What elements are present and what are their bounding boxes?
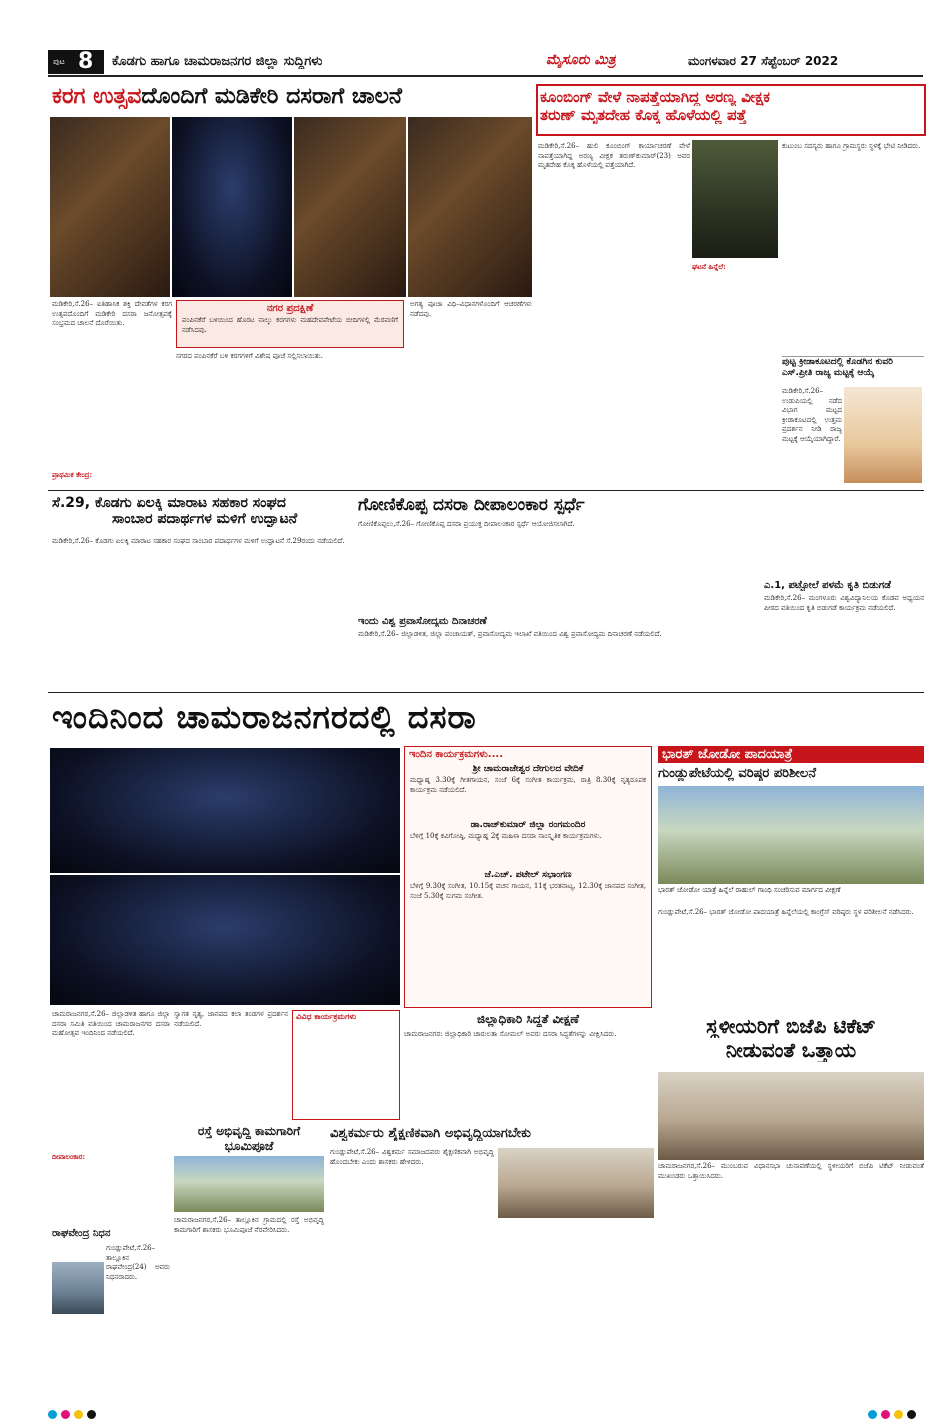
cyan-mark [48, 1410, 57, 1419]
issue-date: ಮಂಗಳವಾರ 27 ಸೆಪ್ಟೆಂಬರ್ 2022 [688, 54, 839, 68]
karaga-body-left: ಮಡಿಕೇರಿ,ಸೆ.26– ಐತಿಹಾಸಿಕ ಶಕ್ತಿ ದೇವತೆಗಳ ಕರಗ ಉತ್ಸವದೊಂದಿಗೆ ಮಡಿಕೇರಿ ದಸರಾ ಜನೋತ್ಸವಕ್ಕೆ ಸಂಭ್ರಮದ ಚಾಲನೆ ದೊರೆಯಿತು. [52, 300, 172, 328]
patil-body: ಮಡಿಕೇರಿ,ಸೆ.26– ಮಂಗಳೂರು ವಿಶ್ವವಿದ್ಯಾನಿಲಯ ಕೊಡವ ಅಧ್ಯಯನ ಪೀಠದ ವತಿಯಿಂದ ಕೃತಿ ಬಿಡುಗಡೆ ಕಾರ್ಯಕ್ರಮ ನಡೆಯಲಿದೆ. [764, 594, 924, 612]
programs-box [404, 746, 652, 1008]
karaga-photo-4 [408, 117, 532, 297]
dc-headline: ಜಿಲ್ಲಾಧಿಕಾರಿ ಸಿದ್ಧತೆ ವೀಕ್ಷಣೆ [477, 1012, 579, 1026]
dc-body: ಚಾಮರಾಜನಗರ: ಜಿಲ್ಲಾಧಿಕಾರಿ ಚಾರುಲತಾ ಸೋಮಲ್ ಅವರು ದಸರಾ ಸಿದ್ಧತೆಗಳನ್ನು ವೀಕ್ಷಿಸಿದರು. [404, 1030, 617, 1038]
patil-headline: ಎ.1, ಪಟ್ಟೋಲೆ ಪಳಮೆ ಕೃತಿ ಬಿಡುಗಡೆ [764, 580, 891, 591]
masthead [48, 50, 923, 74]
yellow-mark [74, 1410, 83, 1419]
road-headline-line2: ಭೂಮಿಪೂಜೆ [224, 1139, 274, 1153]
cyan-mark [868, 1410, 877, 1419]
obituary-photo [52, 1262, 104, 1314]
road-body: ಚಾಮರಾಜನಗರ,ಸೆ.26– ತಾಲ್ಲೂಕಿನ ಗ್ರಾಮದಲ್ಲಿ ರಸ್ತೆ ಅಭಿವೃದ್ಧಿ ಕಾಮಗಾರಿಗೆ ಶಾಸಕರು ಭೂಮಿಪೂಜೆ ನೆರವೇರಿಸಿದರು. [174, 1216, 324, 1234]
dasara-lights-photo-1 [50, 748, 400, 873]
coop-headline-line1: ಸೆ.29, ಕೊಡಗು ಏಲಕ್ಕಿ ಮಾರಾಟ ಸಹಕಾರ ಸಂಘದ [52, 495, 286, 511]
bharat-photo [658, 786, 924, 884]
magenta-mark [881, 1410, 890, 1419]
bjp-headline-line2: ನೀಡುವಂತೆ ಒತ್ತಾಯ [725, 1038, 857, 1062]
row-rule-2 [48, 692, 924, 693]
coop-body: ಮಡಿಕೇರಿ,ಸೆ.26– ಕೊಡಗು ಏಲಕ್ಕಿ ಮಾರಾಟ ಸಹಕಾರ ಸಂಘದ ಸಾಂಬಾರ ಪದಾರ್ಥಗಳ ಮಳಿಗೆ ಉದ್ಘಾಟನೆ ಸೆ.29ರಂದು ನಡೆಯಲಿದೆ. [52, 537, 345, 545]
bharat-caption: ಭಾರತ್ ಜೋಡೋ ಯಾತ್ರೆ ಹಿನ್ನೆಲೆ ರಾಹುಲ್ ಗಾಂಧಿ ಸಂಚರಿಸುವ ಮಾರ್ಗದ ವೀಕ್ಷಣೆ [658, 886, 924, 906]
karaga-box-title: ನಗರ ಪ್ರದಕ್ಷಿಣೆ [266, 303, 314, 314]
registration-marks-bottom-left [48, 1404, 100, 1423]
obituary-body: ಗುಂಡ್ಲುಪೇಟೆ,ಸೆ.26– ತಾಲ್ಲೂಕಿನ ರಾಘವೇಂದ್ರ(24) ಅವರು ನಿಧನರಾದರು. [106, 1244, 170, 1281]
section-title: ಕೊಡಗು ಹಾಗೂ ಚಾಮರಾಜನಗರ ಜಿಲ್ಲಾ ಸುದ್ದಿಗಳು [112, 54, 323, 69]
karaga-headline-black: ದೊಂದಿಗೆ ಮಡಿಕೇರಿ ದಸರಾಗೆ ಚಾಲನೆ [141, 84, 402, 109]
forest-body-left: ಮಡಿಕೇರಿ,ಸೆ.26– ಹುಲಿ ಕೂಂಬಿಂಗ್ ಕಾರ್ಯಾಚರಣೆ ವೇಳೆ ನಾಪತ್ತೆಯಾಗಿದ್ದ ಅರಣ್ಯ ವೀಕ್ಷಕ ತರುಣ್‌ಕುಮಾರ್(23) ಅವರ ಮೃತದೇಹ ಕೊಕ್ಕ ಹೊಳೆಯಲ್ಲಿ ಪತ್ತೆಯಾಗಿದೆ. [538, 142, 690, 170]
page-number-badge [48, 50, 104, 74]
black-mark [907, 1410, 916, 1419]
programs-venue2-text: ಬೆಳಿಗ್ಗೆ 10ಕ್ಕೆ ಕವಿಗೋಷ್ಠಿ, ಮಧ್ಯಾಹ್ನ 2ಕ್ಕೆ ಮಹಿಳಾ ದಸರಾ ಸಾಂಸ್ಕೃತಿಕ ಕಾರ್ಯಕ್ರಮಗಳು. [410, 832, 602, 840]
row-rule-1 [48, 490, 924, 491]
forest-headline-line2: ತರುಣ್ ಮೃತದೇಹ ಕೊಕ್ಕ ಹೊಳೆಯಲ್ಲಿ ಪತ್ತೆ [540, 106, 747, 124]
karaga-credit: ಪ್ರಾಥಮಿಕ ಕೇಂದ್ರ: [52, 470, 93, 479]
chamarajanagar-credit: ದೀಪಾಲಂಕಾರ: [52, 1152, 86, 1161]
sports-headline: ಪುಟ್ಟ ಕ್ರೀಡಾಕೂಟದಲ್ಲಿ ಕೊಡಗಿನ ಕುವರಿ ಎಸ್.ಪ್ರೀತಿ ರಾಜ್ಯ ಮಟ್ಟಕ್ಕೆ ಆಯ್ಕೆ [782, 357, 893, 378]
magenta-mark [61, 1410, 70, 1419]
karaga-headline-red: ಕರಗ ಉತ್ಸವ [52, 84, 142, 109]
road-headline [174, 1124, 324, 1154]
programs-venue3: ಜೆ.ಎಚ್. ಪಟೇಲ್ ಸಭಾಂಗಣ [484, 870, 572, 880]
karaga-headline [52, 84, 532, 109]
sports-body: ಮಡಿಕೇರಿ,ಸೆ.26– ಉಡುಪಿಯಲ್ಲಿ ನಡೆದ ವಿಭಾಗ ಮಟ್ಟದ ಕ್ರೀಡಾಕೂಟದಲ್ಲಿ ಉತ್ತಮ ಪ್ರದರ್ಶನ ನೀಡಿ ರಾಜ್ಯ ಮಟ್ಟಕ್ಕೆ ಆಯ್ಕೆಯಾಗಿದ್ದಾರೆ. [782, 387, 842, 443]
deepalankara-body: ಗೋಣಿಕೊಪ್ಪಲು,ಸೆ.26– ಗೋಣಿಕೊಪ್ಪ ದಸರಾ ಪ್ರಯುಕ್ತ ದೀಪಾಲಂಕಾರ ಸ್ಪರ್ಧೆ ಆಯೋಜಿಸಲಾಗಿದೆ. [358, 520, 575, 528]
programs-venue1: ಶ್ರೀ ಚಾಮರಾಜೇಶ್ವರ ದೇಗುಲದ ವೇದಿಕೆ [472, 764, 584, 774]
vishwakarma-photo [498, 1148, 654, 1218]
programs-header: ಇಂದಿನ ಕಾರ್ಯಕ್ರಮಗಳು.... [409, 749, 503, 760]
dasara-lights-photo-2 [50, 875, 400, 1005]
programs-venue2: ಡಾ.ರಾಜ್‌ಕುಮಾರ್ ಜಿಲ್ಲಾ ರಂಗಮಂದಿರ [470, 820, 586, 830]
forest-victim-photo [692, 140, 778, 258]
sports-box [782, 356, 924, 486]
bjp-headline [658, 1014, 924, 1062]
karaga-body-mid: ನಗರದ ಪಂಪಿನಕೆರೆ ಬಳಿ ಕರಗಗಳಿಗೆ ವಿಶೇಷ ಪೂಜೆ ಸಲ್ಲಿಸಲಾಯಿತು. [176, 352, 323, 360]
road-headline-line1: ರಸ್ತೆ ಅಭಿವೃದ್ಧಿ ಕಾಮಗಾರಿಗೆ [197, 1124, 301, 1138]
karaga-box-text: ಪಂಪಿನಕೆರೆ ಬಳಿಯಿಂದ ಹೊರಟ ನಾಲ್ಕು ಕರಗಗಳು ಮಹದೇವಪೇಟೆಯ ಬೀದಿಗಳಲ್ಲಿ ಮೆರವಣಿಗೆ ನಡೆಸಿದವು. [182, 316, 398, 334]
tourism-body: ಮಡಿಕೇರಿ,ಸೆ.26– ಜಿಲ್ಲಾಡಳಿತ, ಜಿಲ್ಲಾ ಪಂಚಾಯತ್, ಪ್ರವಾಸೋದ್ಯಮ ಇಲಾಖೆ ವತಿಯಿಂದ ವಿಶ್ವ ಪ್ರವಾಸೋದ್ಯಮ ದಿನಾಚರಣೆ ನಡೆಯಲಿದೆ. [358, 630, 662, 638]
coop-headline [52, 495, 352, 527]
karaga-photo-1 [50, 117, 170, 297]
bharat-headline-bottom: ಗುಂಡ್ಲುಪೇಟೆಯಲ್ಲಿ ವರಿಷ್ಠರ ಪರಿಶೀಲನೆ [658, 766, 817, 781]
forest-headline-box [536, 84, 926, 136]
sports-girl-photo [844, 387, 922, 483]
programs-venue3-text: ಬೆಳಿಗ್ಗೆ 9.30ಕ್ಕೆ ಸಂಗೀತ, 10.15ಕ್ಕೆ ವಚನ ಗಾಯನ, 11ಕ್ಕೆ ಭರತನಾಟ್ಯ, 12.30ಕ್ಕೆ ಜಾನಪದ ಸಂಗೀತ, ಸಂಜೆ 5.30ಕ್ಕೆ ಸುಗಮ ಸಂಗೀತ. [410, 882, 646, 900]
tourism-headline: ಇಂದು ವಿಶ್ವ ಪ್ರವಾಸೋದ್ಯಮ ದಿನಾಚರಣೆ [358, 616, 487, 627]
small-programs-title: ವಿವಿಧ ಕಾರ್ಯಕ್ರಮಗಳು [296, 1012, 357, 1021]
coop-headline-line2: ಸಾಂಬಾರ ಪದಾರ್ಥಗಳ ಮಳಿಗೆ ಉದ್ಘಾಟನೆ [112, 511, 298, 527]
forest-headline-line1: ಕೂಂಬಿಂಗ್ ವೇಳೆ ನಾಪತ್ತೆಯಾಗಿದ್ದ ಅರಣ್ಯ ವೀಕ್ಷಕ [540, 88, 770, 106]
masthead-rule [48, 75, 923, 77]
black-mark [87, 1410, 96, 1419]
bharat-headline-top: ಭಾರತ್ ಜೋಡೋ ಪಾದಯಾತ್ರೆ [658, 746, 924, 763]
bharat-body: ಗುಂಡ್ಲುಪೇಟೆ,ಸೆ.26– ಭಾರತ್ ಜೋಡೋ ಪಾದಯಾತ್ರೆ ಹಿನ್ನೆಲೆಯಲ್ಲಿ ಕಾಂಗ್ರೆಸ್ ವರಿಷ್ಠರು ಸ್ಥಳ ಪರಿಶೀಲನೆ ನಡೆಸಿದರು. [658, 908, 914, 916]
chamarajanagar-headline: ಇಂದಿನಿಂದ ಚಾಮರಾಜನಗರದಲ್ಲಿ ದಸರಾ [52, 698, 477, 736]
registration-marks-bottom-right [868, 1404, 920, 1423]
page-number: 8 [78, 49, 94, 74]
programs-venue1-text: ಮಧ್ಯಾಹ್ನ 3.30ಕ್ಕೆ ಗೀತಗಾಯನ, ಸಂಜೆ 6ಕ್ಕೆ ಸಂಗೀತ ಕಾರ್ಯಕ್ರಮ, ರಾತ್ರಿ 8.30ಕ್ಕೆ ನೃತ್ಯರೂಪಕ ಕಾರ್ಯಕ್ರಮ ನಡೆಯಲಿದೆ. [410, 776, 646, 794]
bjp-body: ಚಾಮರಾಜನಗರ,ಸೆ.26– ಮುಂಬರುವ ವಿಧಾನಸಭಾ ಚುನಾವಣೆಯಲ್ಲಿ ಸ್ಥಳೀಯರಿಗೆ ಬಿಜೆಪಿ ಟಿಕೆಟ್ ನೀಡುವಂತೆ ಮುಖಂಡರು ಒತ್ತಾಯಿಸಿದರು. [658, 1162, 924, 1180]
forest-body-right: ಕುಟುಂಬ ಸದಸ್ಯರು ಹಾಗೂ ಗ್ರಾಮಸ್ಥರು ಸ್ಥಳಕ್ಕೆ ಭೇಟಿ ನೀಡಿದರು. [782, 142, 921, 150]
vishwakarma-headline: ವಿಶ್ವಕರ್ಮರು ಶೈಕ್ಷಣಿಕವಾಗಿ ಅಭಿವೃದ್ಧಿಯಾಗಬೇಕು [330, 1126, 531, 1141]
obituary-headline: ರಾಘವೇಂದ್ರ ನಿಧನ [52, 1228, 111, 1239]
chamarajanagar-body-left: ಚಾಮರಾಜನಗರ,ಸೆ.26– ಜಿಲ್ಲಾಡಳಿತ ಹಾಗೂ ಜಿಲ್ಲಾ ದಸರಾ ಸಮಿತಿ ವತಿಯಿಂದ ಚಾಮರಾಜನಗರ ದಸರಾ ಮಹೋತ್ಸವ ಇಂದಿನಿಂದ ನಡೆಯಲಿದೆ. [52, 1010, 170, 1038]
forest-subhead: ಘಟನೆ ಹಿನ್ನೆಲೆ: [692, 262, 726, 271]
road-photo [174, 1156, 324, 1212]
karaga-photo-2 [172, 117, 292, 297]
small-programs-box [292, 1010, 400, 1120]
paper-name: ಮೈಸೂರು ಮಿತ್ರ [546, 52, 616, 68]
chamarajanagar-body-mid: ಸ್ವಾಗತ ನೃತ್ಯ, ಜಾನಪದ ಕಲಾ ತಂಡಗಳ ಪ್ರದರ್ಶನ ನಡೆಯಲಿದೆ. [174, 1010, 288, 1028]
yellow-mark [894, 1410, 903, 1419]
karaga-box [176, 300, 404, 348]
bjp-photo [658, 1072, 924, 1160]
page-label: ಪುಟ [53, 57, 65, 66]
karaga-body-right: ಅಗತ್ಯ ಪೂಜಾ ವಿಧಿ–ವಿಧಾನಗಳೊಂದಿಗೆ ಆಚರಣೆಗಳು ನಡೆದವು. [410, 300, 532, 318]
vishwakarma-body: ಗುಂಡ್ಲುಪೇಟೆ,ಸೆ.26– ವಿಶ್ವಕರ್ಮ ಸಮಾಜದವರು ಶೈಕ್ಷಣಿಕವಾಗಿ ಅಭಿವೃದ್ಧಿ ಹೊಂದಬೇಕು ಎಂದು ಶಾಸಕರು ಹೇಳಿದರು. [330, 1148, 494, 1166]
deepalankara-headline: ಗೋಣಿಕೊಪ್ಪ ದಸರಾ ದೀಪಾಲಂಕಾರ ಸ್ಪರ್ಧೆ [358, 495, 585, 515]
karaga-photo-3 [294, 117, 406, 297]
bjp-headline-line1: ಸ್ಥಳೀಯರಿಗೆ ಬಿಜೆಪಿ ಟಿಕೆಟ್ [706, 1014, 876, 1038]
